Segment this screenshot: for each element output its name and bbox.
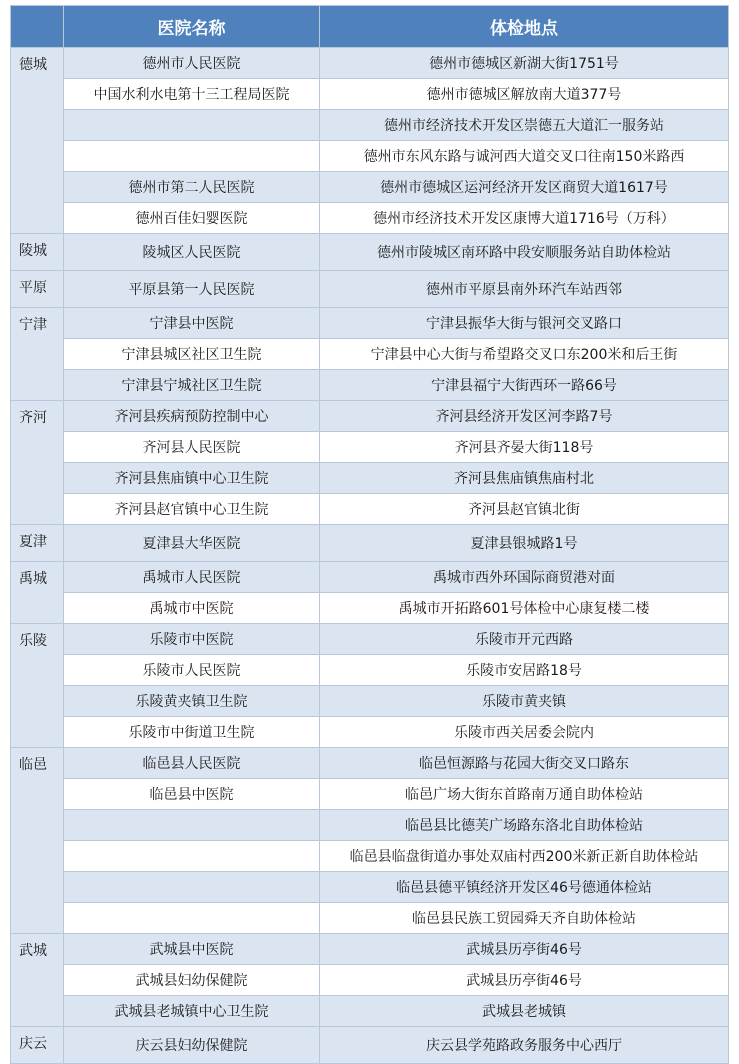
exam-location-cell: 武城县历亭街46号 xyxy=(320,965,729,996)
exam-location-cell: 德州市经济技术开发区崇德五大道汇一服务站 xyxy=(320,110,729,141)
exam-location-cell: 德州市德城区新湖大街1751号 xyxy=(320,48,729,79)
table-row xyxy=(11,494,729,525)
exam-location-cell: 禹城市西外环国际商贸港对面 xyxy=(320,562,729,593)
hospital-name-cell: 乐陵市中医院 xyxy=(64,624,320,655)
hospital-name-cell: 中国水利水电第十三工程局医院 xyxy=(64,79,320,110)
region-cell: 庆云 xyxy=(11,1027,64,1064)
region-cell: 禹城 xyxy=(11,562,64,624)
exam-location-cell: 夏津县银城路1号 xyxy=(320,525,729,562)
hospital-name-cell xyxy=(64,810,320,841)
table-row xyxy=(11,748,729,779)
exam-location-cell: 武城县历亭街46号 xyxy=(320,934,729,965)
exam-location-cell: 齐河县焦庙镇焦庙村北 xyxy=(320,463,729,494)
table-row xyxy=(11,48,729,79)
table-row xyxy=(11,934,729,965)
hospital-name-cell: 乐陵市中街道卫生院 xyxy=(64,717,320,748)
region-cell: 武城 xyxy=(11,934,64,1027)
table-row xyxy=(11,525,729,562)
table-row xyxy=(11,308,729,339)
hospital-name-cell: 禹城市人民医院 xyxy=(64,562,320,593)
hospital-name-cell: 陵城区人民医院 xyxy=(64,234,320,271)
table-row xyxy=(11,872,729,903)
hospital-name-cell: 夏津县大华医院 xyxy=(64,525,320,562)
exam-location-cell: 临邑县临盘街道办事处双庙村西200米新正新自助体检站 xyxy=(320,841,729,872)
exam-location-cell: 庆云县学苑路政务服务中心西厅 xyxy=(320,1027,729,1064)
table-row xyxy=(11,841,729,872)
hospital-name-cell: 禹城市中医院 xyxy=(64,593,320,624)
exam-location-cell: 德州市德城区解放南大道377号 xyxy=(320,79,729,110)
exam-location-cell: 齐河县齐晏大街118号 xyxy=(320,432,729,463)
exam-location-cell: 临邑县比德芙广场路东洛北自助体检站 xyxy=(320,810,729,841)
table-row xyxy=(11,234,729,271)
hospital-name-cell: 宁津县宁城社区卫生院 xyxy=(64,370,320,401)
hospital-name-cell: 齐河县焦庙镇中心卫生院 xyxy=(64,463,320,494)
table-header-row xyxy=(11,6,729,48)
header-hospital-name: 医院名称 xyxy=(64,6,320,48)
hospital-name-cell xyxy=(64,110,320,141)
table-row xyxy=(11,203,729,234)
table-row xyxy=(11,903,729,934)
table-row xyxy=(11,965,729,996)
exam-location-cell: 禹城市开拓路601号体检中心康复楼二楼 xyxy=(320,593,729,624)
table-row xyxy=(11,432,729,463)
table-row xyxy=(11,593,729,624)
hospital-name-cell xyxy=(64,903,320,934)
hospital-name-cell xyxy=(64,141,320,172)
table-row xyxy=(11,370,729,401)
region-cell: 齐河 xyxy=(11,401,64,525)
hospital-location-table xyxy=(10,5,729,1064)
hospital-name-cell: 齐河县疾病预防控制中心 xyxy=(64,401,320,432)
exam-location-cell: 武城县老城镇 xyxy=(320,996,729,1027)
hospital-name-cell: 武城县妇幼保健院 xyxy=(64,965,320,996)
exam-location-cell: 德州市陵城区南环路中段安顺服务站自助体检站 xyxy=(320,234,729,271)
hospital-name-cell: 平原县第一人民医院 xyxy=(64,271,320,308)
table-row xyxy=(11,339,729,370)
hospital-name-cell: 临邑县人民医院 xyxy=(64,748,320,779)
table-body xyxy=(11,48,729,1064)
exam-location-cell: 德州市经济技术开发区康博大道1716号（万科） xyxy=(320,203,729,234)
hospital-name-cell: 武城县中医院 xyxy=(64,934,320,965)
exam-location-cell: 宁津县福宁大街西环一路66号 xyxy=(320,370,729,401)
hospital-name-cell: 宁津县中医院 xyxy=(64,308,320,339)
exam-location-cell: 乐陵市安居路18号 xyxy=(320,655,729,686)
table-row xyxy=(11,655,729,686)
region-cell: 临邑 xyxy=(11,748,64,934)
exam-location-cell: 宁津县振华大街与银河交叉路口 xyxy=(320,308,729,339)
table-row xyxy=(11,996,729,1027)
region-cell: 陵城 xyxy=(11,234,64,271)
hospital-name-cell: 乐陵黄夹镇卫生院 xyxy=(64,686,320,717)
region-cell: 宁津 xyxy=(11,308,64,401)
region-cell: 德城 xyxy=(11,48,64,234)
table-row xyxy=(11,401,729,432)
table-row xyxy=(11,717,729,748)
header-region xyxy=(11,6,64,48)
exam-location-cell: 临邑县民族工贸园舜天齐自助体检站 xyxy=(320,903,729,934)
region-cell: 夏津 xyxy=(11,525,64,562)
exam-location-cell: 齐河县赵官镇北街 xyxy=(320,494,729,525)
table-row xyxy=(11,624,729,655)
exam-location-cell: 乐陵市黄夹镇 xyxy=(320,686,729,717)
table-row xyxy=(11,141,729,172)
table-row xyxy=(11,172,729,203)
table-row xyxy=(11,271,729,308)
table-row xyxy=(11,463,729,494)
exam-location-cell: 临邑恒源路与花园大街交叉口路东 xyxy=(320,748,729,779)
hospital-name-cell: 庆云县妇幼保健院 xyxy=(64,1027,320,1064)
hospital-name-cell: 德州百佳妇婴医院 xyxy=(64,203,320,234)
table-row xyxy=(11,686,729,717)
table-row xyxy=(11,79,729,110)
exam-location-cell: 乐陵市西关居委会院内 xyxy=(320,717,729,748)
hospital-name-cell: 宁津县城区社区卫生院 xyxy=(64,339,320,370)
exam-location-cell: 宁津县中心大街与希望路交叉口东200米和后王街 xyxy=(320,339,729,370)
region-cell: 乐陵 xyxy=(11,624,64,748)
hospital-name-cell: 武城县老城镇中心卫生院 xyxy=(64,996,320,1027)
hospital-name-cell: 德州市人民医院 xyxy=(64,48,320,79)
table-row xyxy=(11,810,729,841)
hospital-name-cell xyxy=(64,872,320,903)
header-exam-location: 体检地点 xyxy=(320,6,729,48)
exam-location-cell: 德州市平原县南外环汽车站西邻 xyxy=(320,271,729,308)
table-row xyxy=(11,779,729,810)
table-row xyxy=(11,110,729,141)
exam-location-cell: 德州市德城区运河经济开发区商贸大道1617号 xyxy=(320,172,729,203)
hospital-name-cell: 齐河县赵官镇中心卫生院 xyxy=(64,494,320,525)
hospital-name-cell: 乐陵市人民医院 xyxy=(64,655,320,686)
exam-location-cell: 齐河县经济开发区河李路7号 xyxy=(320,401,729,432)
exam-location-cell: 德州市东风东路与诚河西大道交叉口往南150米路西 xyxy=(320,141,729,172)
hospital-name-cell: 德州市第二人民医院 xyxy=(64,172,320,203)
table-row xyxy=(11,562,729,593)
hospital-name-cell: 齐河县人民医院 xyxy=(64,432,320,463)
hospital-name-cell: 临邑县中医院 xyxy=(64,779,320,810)
exam-location-cell: 临邑广场大街东首路南万通自助体检站 xyxy=(320,779,729,810)
table-row xyxy=(11,1027,729,1064)
hospital-name-cell xyxy=(64,841,320,872)
region-cell: 平原 xyxy=(11,271,64,308)
exam-location-cell: 临邑县德平镇经济开发区46号德通体检站 xyxy=(320,872,729,903)
exam-location-cell: 乐陵市开元西路 xyxy=(320,624,729,655)
